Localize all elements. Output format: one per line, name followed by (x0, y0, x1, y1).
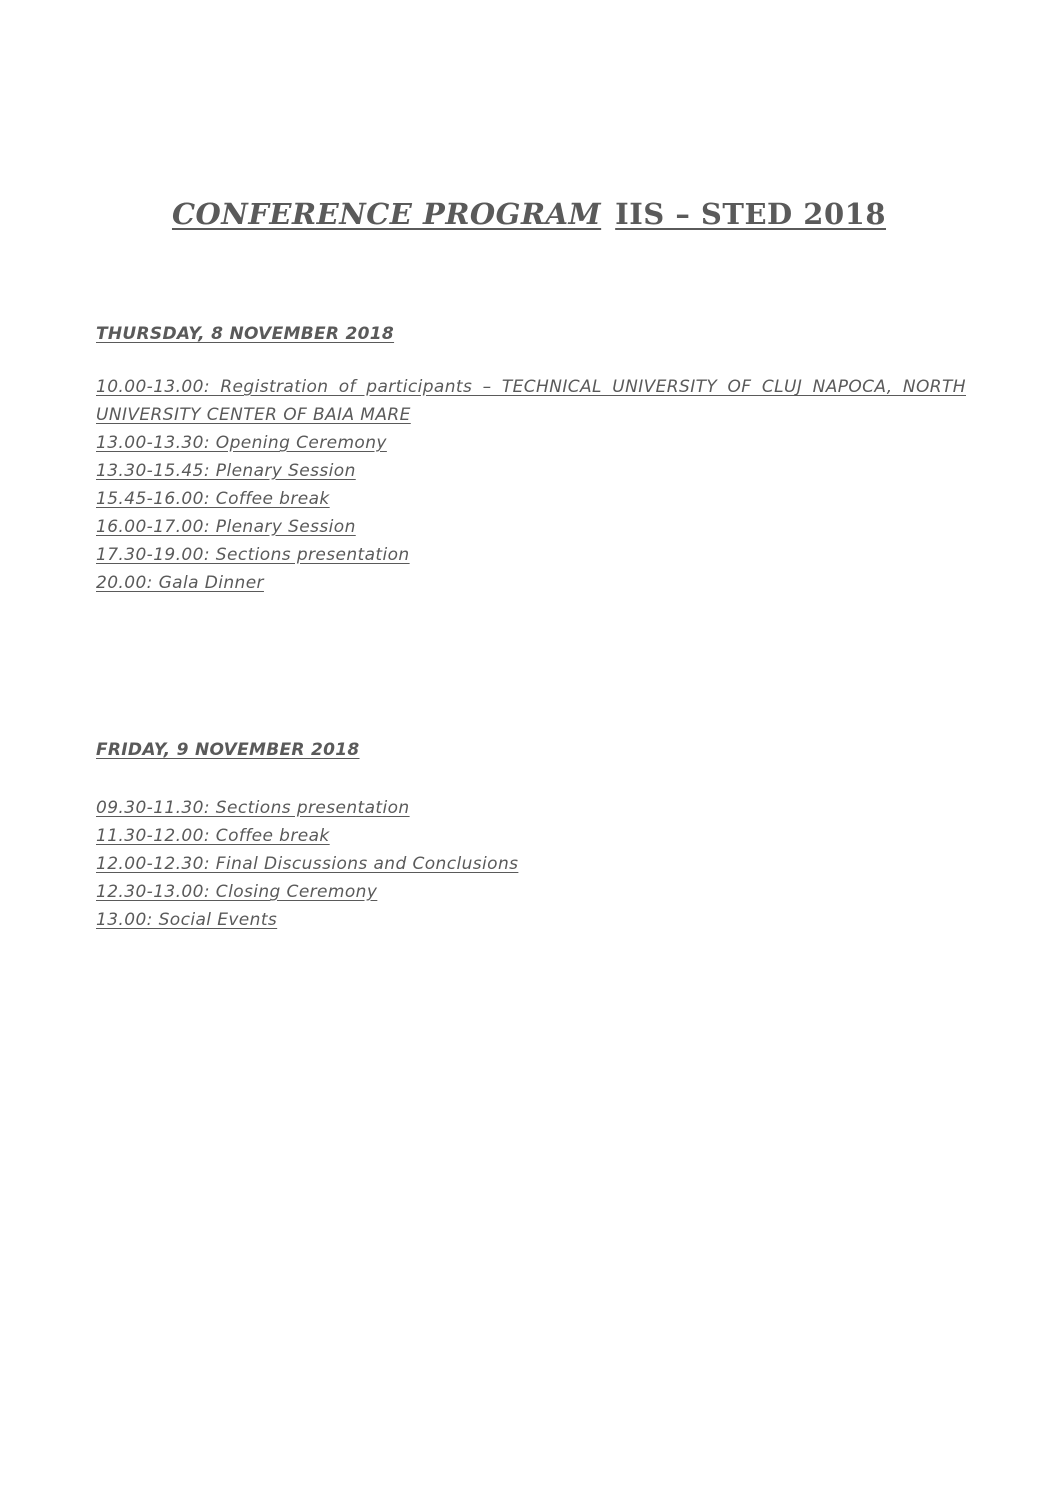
day-heading: THURSDAY, 8 NOVEMBER 2018 (96, 324, 395, 344)
event-item: 15.45-16.00: Coffee break (96, 489, 330, 509)
page-title-main: CONFERENCE PROGRAM (171, 197, 602, 232)
day-thursday (96, 324, 966, 597)
event-item: 13.30-15.45: Plenary Session (96, 461, 356, 481)
event-item: 11.30-12.00: Coffee break (96, 826, 330, 846)
event-item: 17.30-19.00: Sections presentation (96, 545, 410, 565)
day-friday (96, 740, 966, 934)
event-list (96, 794, 966, 934)
event-list (96, 373, 966, 597)
event-item: 13.00: Social Events (96, 910, 278, 930)
event-item: 12.30-13.00: Closing Ceremony (96, 882, 378, 902)
event-item: 09.30-11.30: Sections presentation (96, 798, 410, 818)
event-item: 12.00-12.30: Final Discussions and Conclusions (96, 854, 519, 874)
page-title (0, 197, 1058, 231)
day-heading: FRIDAY, 9 NOVEMBER 2018 (96, 740, 360, 760)
page-title-event: IIS – STED 2018 (615, 197, 887, 232)
event-item: 10.00-13.00: Registration of participants – TECHNICAL UNIVERSITY OF CLUJ NAPOCA, NORTH UNIVERSITY CENTER OF BAIA MARE (96, 377, 966, 425)
event-item: 20.00: Gala Dinner (96, 573, 264, 593)
event-item: 13.00-13.30: Opening Ceremony (96, 433, 387, 453)
event-item: 16.00-17.00: Plenary Session (96, 517, 356, 537)
